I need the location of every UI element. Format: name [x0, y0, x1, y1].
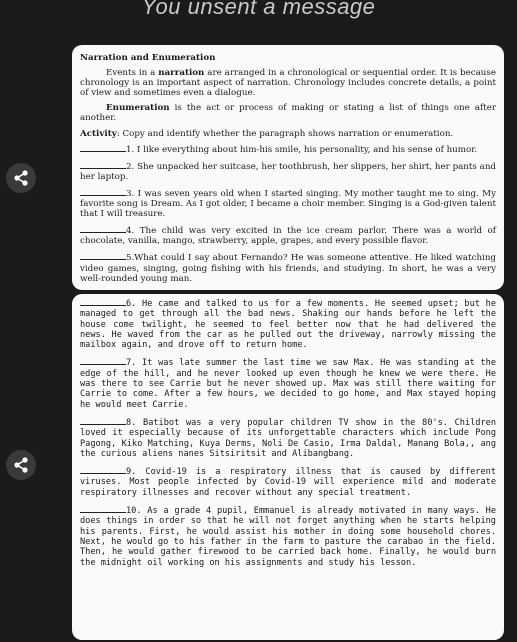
share-button-bottom[interactable] [6, 450, 36, 480]
list-item: 3. I was seven years old when I started singing. My mother taught me to sing. My favorite song is Dream. As I got older, I became a choir member. Singing is a God-given talent that I will treasure. [80, 188, 496, 220]
list-item: 10. As a grade 4 pupil, Emmanuel is already motivated in many ways. He does things in order so that he will not forget anything when he starts helping his parents. First, he would assist his mother in doing some household chores. Next, he would go to his father in the farm to pasture the carabao in the field. Then, he would gather firewood to be carried back home. Finally, he would burn the midnight oil working on his assignments and study his lesson. [80, 506, 496, 568]
answer-blank [80, 466, 126, 474]
unsent-message-banner: You unsent a message [141, 0, 376, 19]
list-item: 2. She unpacked her suitcase, her toothbrush, her slippers, her shirt, her pants and her laptop. [80, 161, 496, 182]
answer-blank [80, 505, 126, 513]
list-item: 9. Covid-19 is a respiratory illness that is caused by different viruses. Most people infected by Covid-19 will experience mild and moderate respiratory illnesses and recover without any special treatment. [80, 467, 496, 498]
list-item: 5.What could I say about Fernando? He was someone attentive. He liked watching video games, singing, going fishing with his friends, and studying. In short, he was a very well-rounded young man. [80, 253, 496, 284]
activity-label: Activity [80, 128, 117, 139]
enumeration-definition: Enumeration is the act or process of making or stating a list of things one after another. [80, 103, 496, 124]
worksheet-image-page-1[interactable] [72, 45, 504, 290]
enumeration-term: Enumeration [106, 103, 170, 114]
share-icon [12, 456, 30, 474]
worksheet-image-page-2[interactable] [72, 294, 504, 640]
answer-blank [80, 357, 126, 365]
activity-instructions: Activity: Copy and identify whether the paragraph shows narration or enumeration. [80, 128, 454, 139]
answer-blank [80, 417, 126, 425]
answer-blank [80, 252, 126, 260]
narration-definition: Events in a narration are arranged in a chronological or sequential order. It is because chronology is an important aspect of narration. Chronology includes concrete details, a point of view and sometimes even a dialogue. [80, 68, 496, 99]
answer-blank [80, 225, 126, 233]
narration-term: narration [158, 68, 205, 79]
list-item: 8. Batibot was a very popular children TV show in the 80's. Children loved it especially because of its unforgettable characters which include Pong Pagong, Kiko Matching, Kuya Derms, Noli De Casio, Irma Daldal, Manang Bola,, ang the curious aliens nanes Sitsiritsit and Alibangbang. [80, 417, 496, 459]
list-item: 1. I like everything about him-his smile, his personality, and his sense of humor. [80, 144, 496, 155]
worksheet-heading: Narration and Enumeration [80, 53, 216, 63]
list-item: 4. The child was very excited in the ice cream parlor. There was a world of chocolate, vanilla, mango, strawberry, apple, grapes, and every possible flavor. [80, 226, 496, 247]
answer-blank [80, 298, 126, 306]
share-icon [12, 169, 30, 187]
list-item: 7. It was late summer the last time we saw Max. He was standing at the edge of the hill, and he never looked up even though he knew we were there. He was there to see Carrie but he never showed up. Max was still there waiting for Carrie to come. After a few hours, we decided to go home, and Max stayed hoping he would meet Carrie. [80, 358, 496, 410]
answer-blank [80, 144, 126, 152]
share-button-top[interactable] [6, 163, 36, 193]
list-item: 6. He came and talked to us for a few moments. He seemed upset; but he managed to get through all the bad news. Shaking our hands before he left the house come twilight, he seemed to feel better now that he had delivered the news. He waved from the car as he pulled out the driveway, narrowly missing the mailbox again, and drove off to return home. [80, 299, 496, 351]
answer-blank [80, 161, 126, 169]
answer-blank [80, 188, 126, 196]
